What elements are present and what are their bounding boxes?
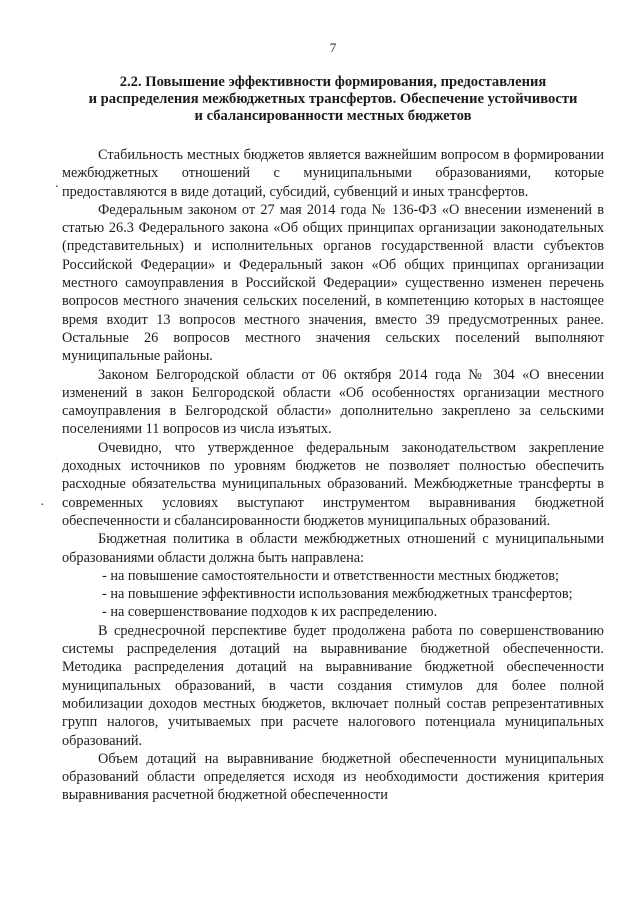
paragraph-belgorod-law: Законом Белгородской области от 06 октября 2014 года № 304 «О внесении изменений в закон Белгородской области «Об особенностях организации местного самоуправления в Белгородской области» дополнительно закреплено за сельскими поселениями 11 вопросов из числа изъятых. (62, 366, 604, 438)
list-item-independence: - на повышение самостоятельности и ответственности местных бюджетов; (102, 567, 560, 584)
list-item-distribution: - на совершенствование подходов к их распределению. (102, 604, 438, 621)
paragraph-revenue-sources: Очевидно, что утвержденное федеральным законодательством закрепление доходных источников по уровням бюджетов не позволяет полностью обеспечить расходные обязательства муниципальных образований. Межбюджетные трансферты в современных условиях выступают инструментом выравнивания бюджетной обеспеченности и сбалансированности бюджетов муниципальных образований. (62, 439, 604, 529)
section-heading (62, 74, 604, 125)
heading-line-3: и сбалансированности местных бюджетов (194, 108, 472, 124)
paragraph-subsidy-volume: Объем дотаций на выравнивание бюджетной обеспеченности муниципальных образований области определяется исходя из необходимости достижения критерия выравнивания расчетной бюджетной обеспеченности (62, 750, 604, 804)
page-number: 7 (329, 40, 337, 55)
paragraph-medium-term: В среднесрочной перспективе будет продолжена работа по совершенствованию системы распределения дотаций на выравнивание бюджетной обеспеченности. Методика распределения дотаций на выравнивание бюджетной обеспеченности муниципальных образований, в части создания стимулов для более полной мобилизации доходов местных бюджетов, включает полный состав репрезентативных групп налогов, учитываемых при расчете налогового потенциала муниципальных образований. (62, 622, 604, 749)
document-body (62, 146, 604, 805)
paragraph-federal-law: Федеральным законом от 27 мая 2014 года № 136-ФЗ «О внесении изменений в статью 26.3 Федерального закона «Об общих принципах организации законодательных (представительных) и исполнительных органов государственной власти субъектов Российской Федерации» и Федеральный закон «Об общих принципах организации местного самоуправления в Российской Федерации» существенно изменен перечень вопросов местного значения сельских поселений, в компетенцию которых в настоящее время входит 13 вопросов местного значения, вместо 39 предусмотренных ранее. Остальные 26 вопросов местного значения сельских поселений выполняют муниципальные районы. (62, 201, 604, 365)
margin-mark: . (55, 176, 59, 191)
paragraph-budget-policy: Бюджетная политика в области межбюджетных отношений с муниципальными образованиями области должна быть направлена: (62, 531, 604, 566)
heading-line-2: и распределения межбюджетных трансфертов. Обеспечение устойчивости (88, 91, 578, 107)
margin-mark: · (40, 498, 45, 513)
paragraph-stability: Стабильность местных бюджетов является важнейшим вопросом в формировании межбюджетных отношений с муниципальными образованиями, которые предоставляются в виде дотаций, субсидий, субвенций и иных трансфертов. (62, 147, 604, 200)
list-item-efficiency: - на повышение эффективности использования межбюджетных трансфертов; (102, 586, 573, 603)
heading-line-1: 2.2. Повышение эффективности формирования, предоставления (119, 74, 547, 90)
